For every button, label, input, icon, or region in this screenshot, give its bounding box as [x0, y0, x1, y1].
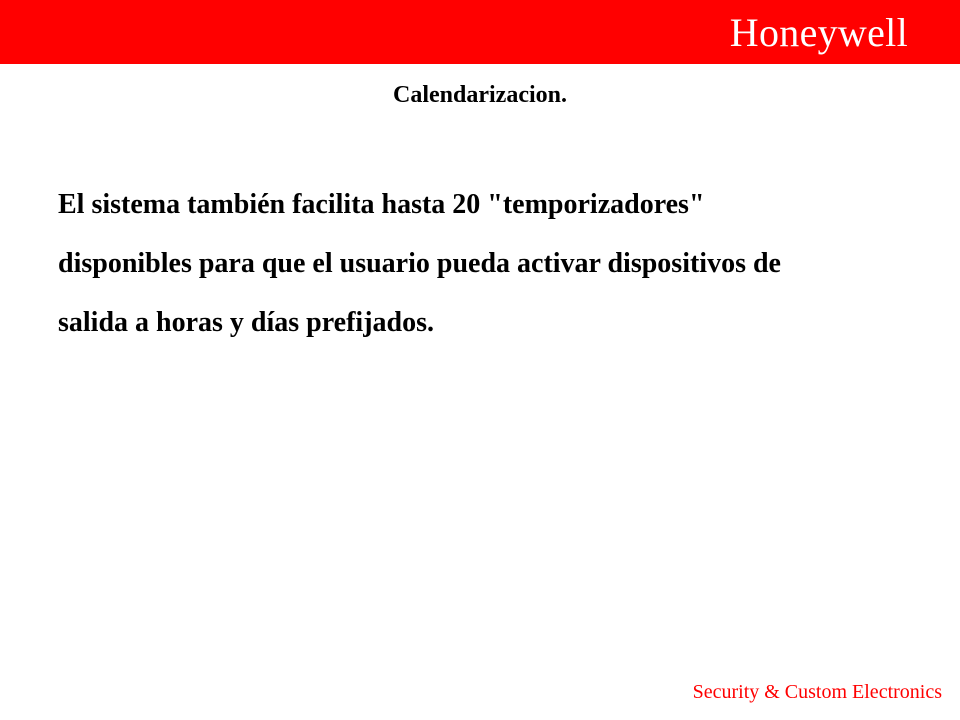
brand-logo-text: Honeywell	[729, 10, 908, 55]
header-bar	[0, 0, 960, 64]
slide-title: Calendarizacion.	[393, 82, 567, 108]
footer-tagline: Security & Custom Electronics	[692, 681, 942, 703]
slide-body-text: El sistema también facilita hasta 20 "temporizadores" disponibles para que el usuario pueda activar dispositivos de salida a horas y días prefijados.	[58, 189, 781, 338]
